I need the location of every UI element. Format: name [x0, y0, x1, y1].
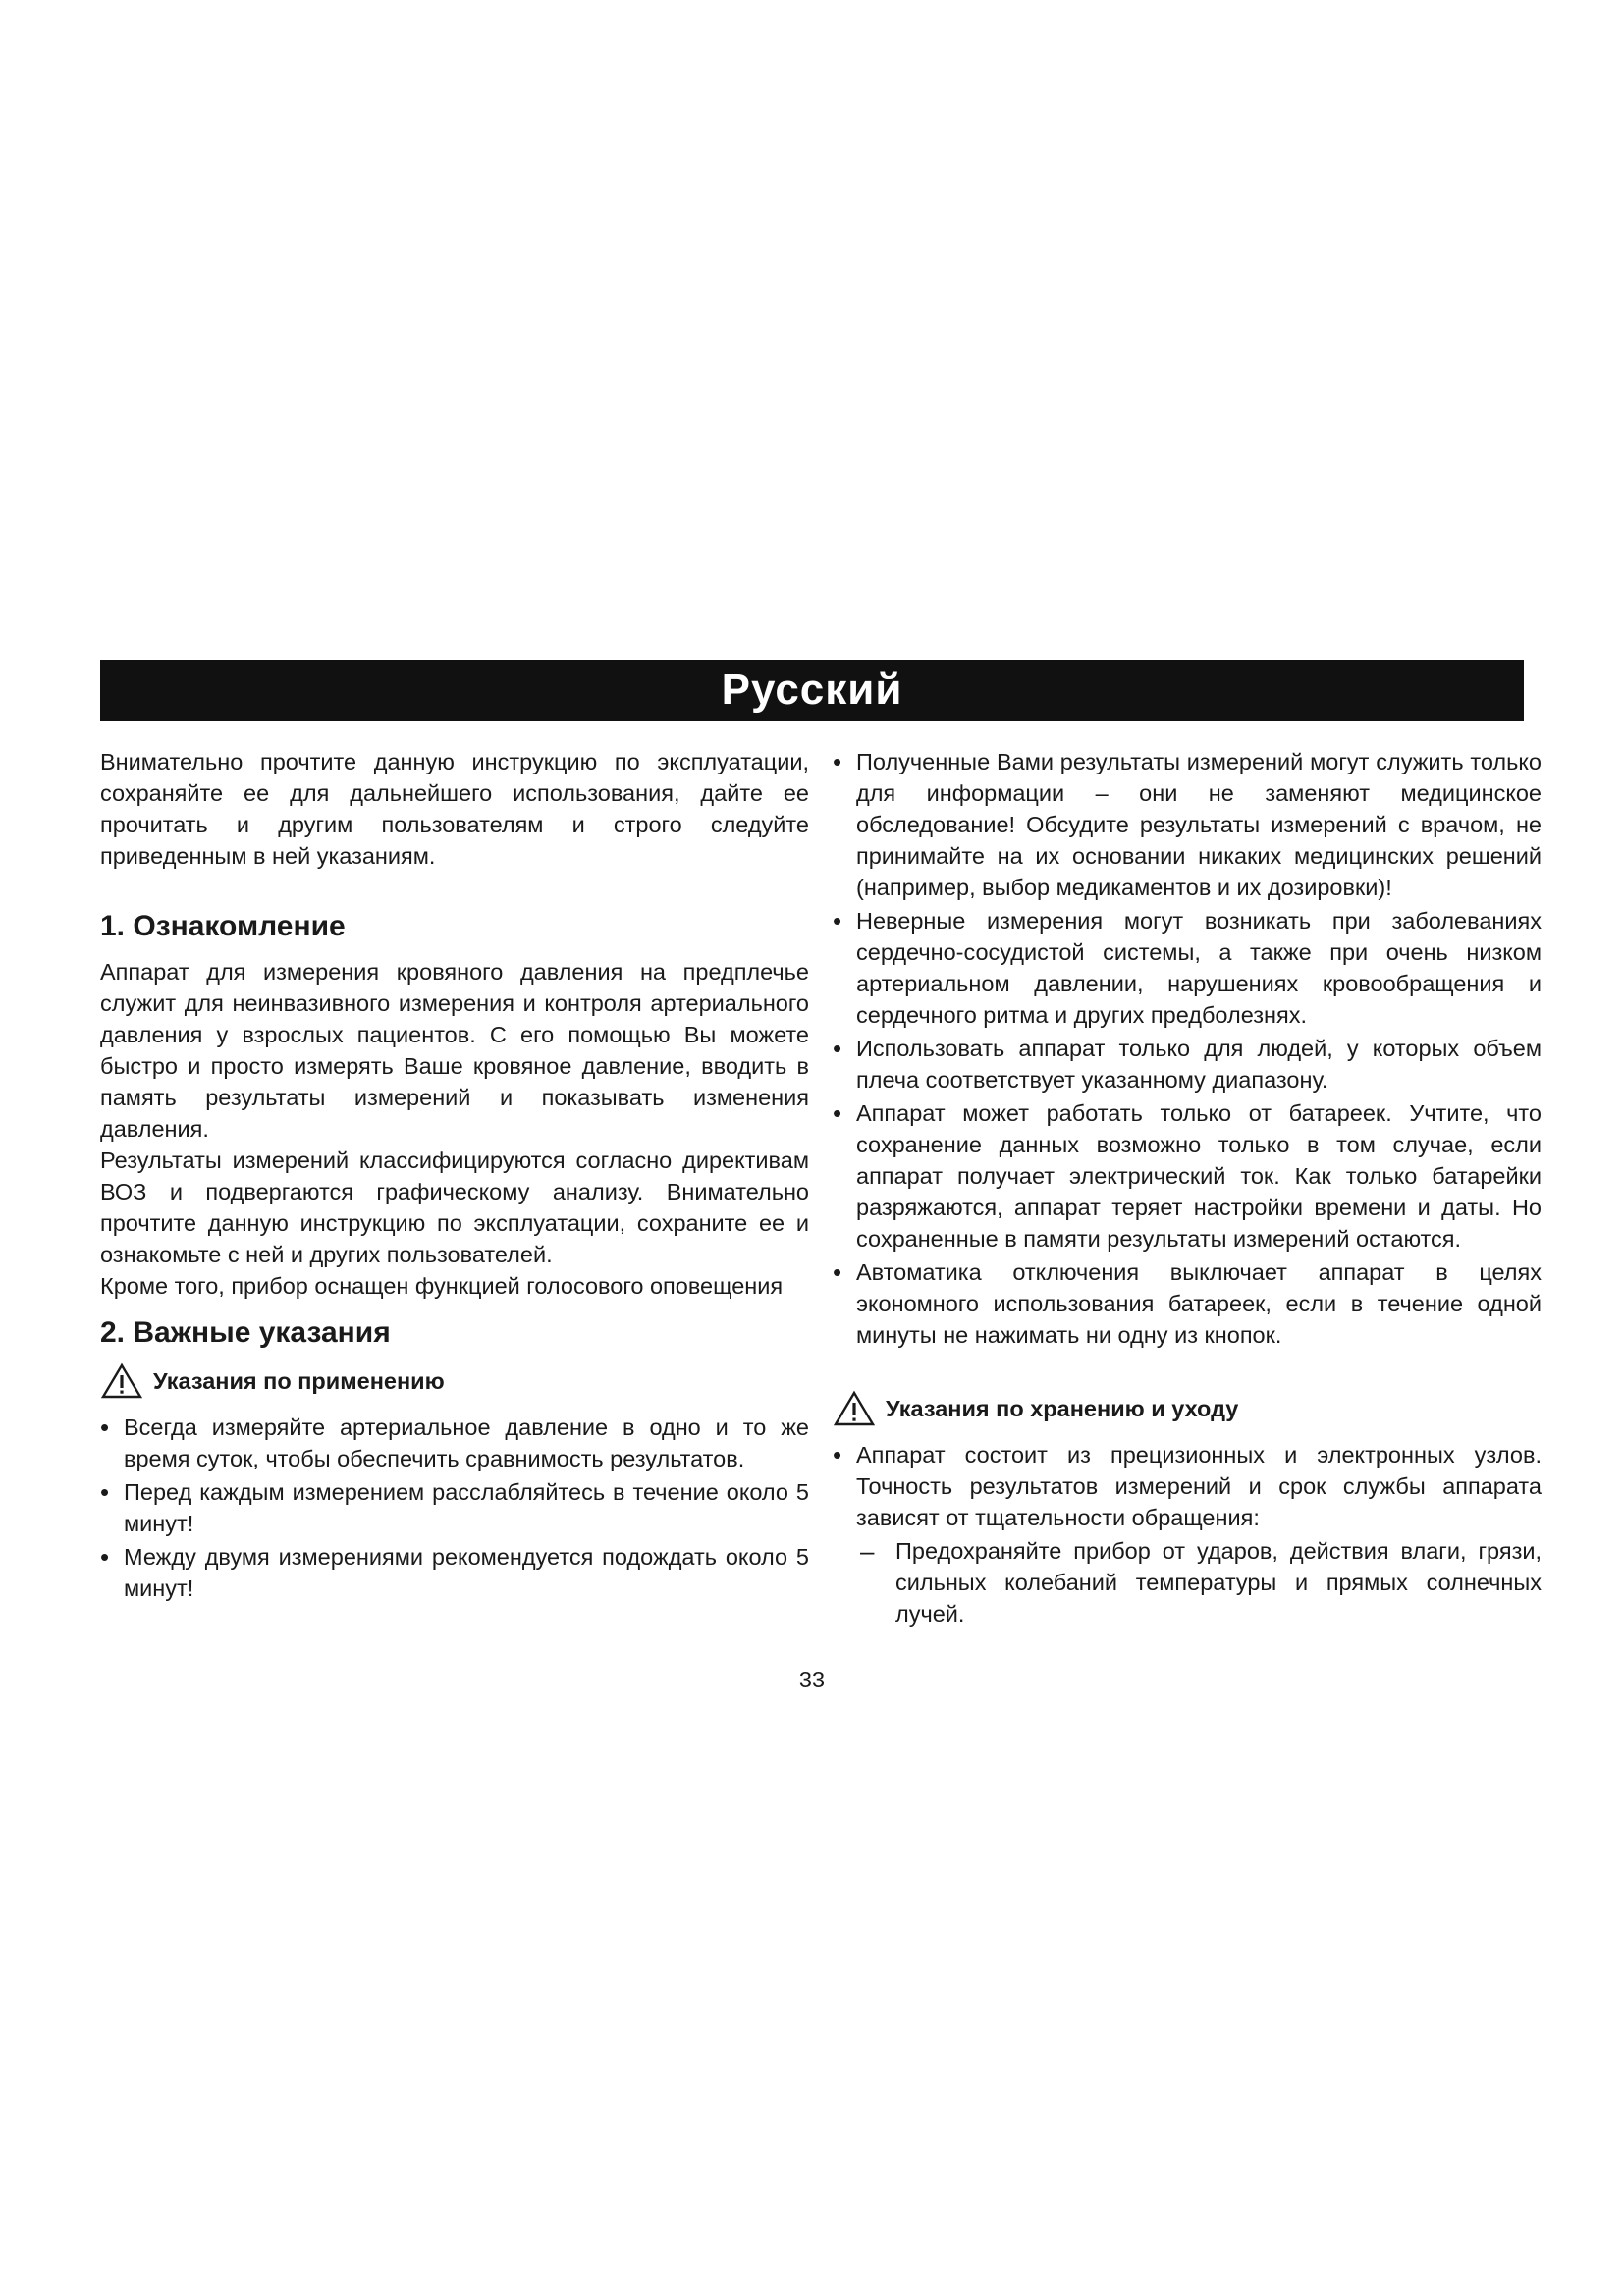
sub-list-item: – Предохраняйте прибор от ударов, действия влаги, грязи, сильных колебаний температуры и прямых солнечных лучей.	[856, 1535, 1542, 1629]
storage-list	[833, 1439, 1542, 1629]
list-item: • Аппарат может работать только от батареек. Учтите, что сохранение данных возможно только в том случае, если аппарат получает электрический ток. Как только батарейки разряжаются, аппарат теряет настройки времени и даты. Но сохраненные в памяти результаты измерений остаются.	[833, 1097, 1542, 1255]
left-column	[100, 746, 809, 1606]
list-item: • Перед каждым измерением расслабляйтесь в течение около 5 минут!	[100, 1476, 809, 1539]
section-1-paragraph: Кроме того, прибор оснащен функцией голосового оповещения	[100, 1273, 784, 1299]
right-column	[833, 746, 1542, 1631]
list-item: • Автоматика отключения выключает аппарат в целях экономного использования батареек, если в течение одной минуты не нажимать ни одну из кнопок.	[833, 1256, 1542, 1351]
usage-subheading	[100, 1362, 809, 1400]
usage-list	[100, 1412, 809, 1604]
list-item	[833, 1439, 1542, 1629]
storage-item-text: Аппарат состоит из прецизионных и электронных узлов. Точность результатов измерений и срок службы аппарата зависят от тщательности обращения:	[856, 1442, 1542, 1530]
page-title: Русский	[721, 666, 903, 714]
storage-subheading	[833, 1390, 1542, 1427]
warning-icon	[833, 1390, 876, 1427]
page-number: 33	[798, 1667, 826, 1692]
intro-paragraph: Внимательно прочтите данную инструкцию по эксплуатации, сохраняйте ее для дальнейшего использования, дайте ее прочитать и другим пользователям и строго следуйте приведенным в ней указаниям.	[100, 749, 809, 869]
list-item: • Полученные Вами результаты измерений могут служить только для информации – они не заменяют медицинское обследование! Обсудите результаты измерений с врачом, не принимайте на их основании никаких медицинских решений (например, выбор медикаментов и их дозировки)!	[833, 746, 1542, 903]
list-item: • Использовать аппарат только для людей, у которых объем плеча соответствует указанному диапазону.	[833, 1033, 1542, 1095]
important-notes-list	[833, 746, 1542, 1351]
list-item: • Между двумя измерениями рекомендуется подождать около 5 минут!	[100, 1541, 809, 1604]
warning-icon	[100, 1362, 143, 1400]
language-title-bar	[100, 660, 1524, 721]
storage-sublist	[856, 1535, 1542, 1629]
usage-subheading-label: Указания по применению	[153, 1368, 445, 1394]
list-item: • Всегда измеряйте артериальное давление в одно и то же время суток, чтобы обеспечить сравнимость результатов.	[100, 1412, 809, 1474]
section-2-heading: 2. Важные указания	[100, 1316, 391, 1349]
storage-subheading-label: Указания по хранению и уходу	[886, 1396, 1239, 1421]
section-1-heading: 1. Ознакомление	[100, 910, 346, 942]
list-item: • Неверные измерения могут возникать при заболеваниях сердечно-сосудистой системы, а также при очень низком артериальном давлении, нарушениях кровообращения и сердечного ритма и других предболезнях.	[833, 905, 1542, 1031]
section-1-paragraph: Результаты измерений классифицируются согласно директивам ВОЗ и подвергаются графическому анализу. Внимательно прочтите данную инструкцию по эксплуатации, сохраните ее и ознакомьте с ней и других пользователей.	[100, 1148, 809, 1267]
section-1-paragraph: Аппарат для измерения кровяного давления на предплечье служит для неинвазивного измерения и контроля артериального давления у взрослых пациентов. С его помощью Вы можете быстро и просто измерять Ваше кровяное давление, вводить в память результаты измерений и показывать изменения давления.	[100, 959, 809, 1142]
